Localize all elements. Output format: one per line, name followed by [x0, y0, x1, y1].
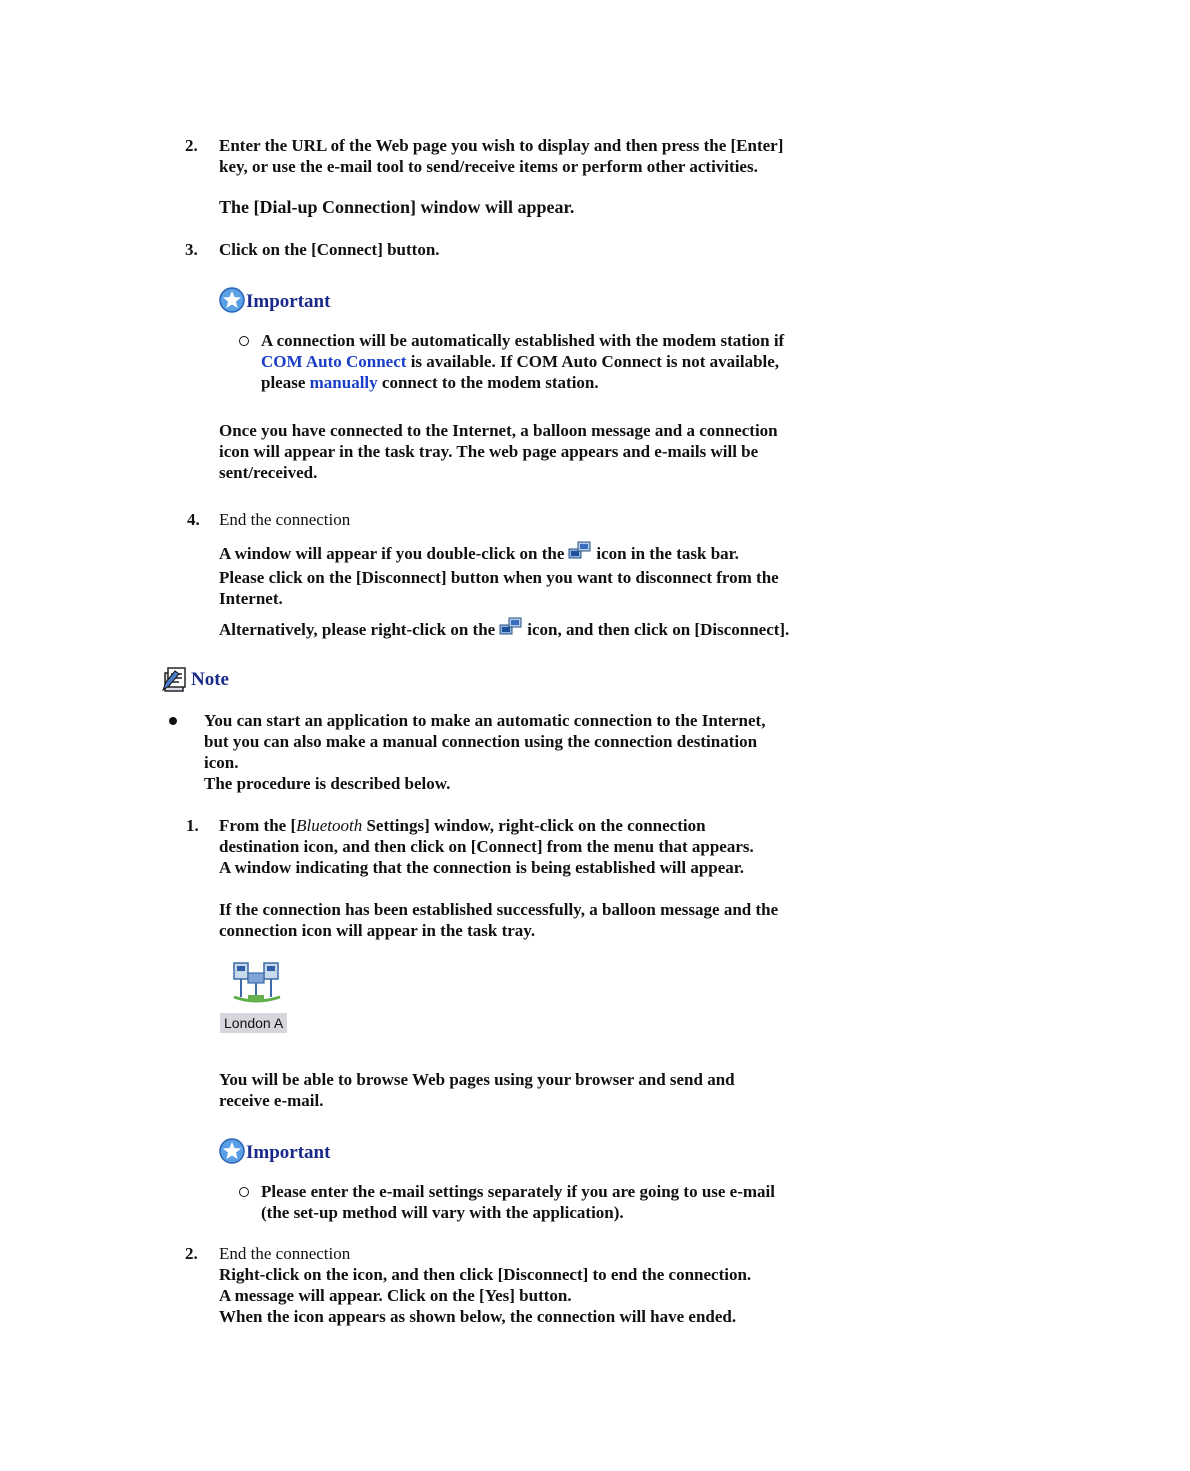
step-text-line: Right-click on the icon, and then click [Disconnect] to end the connection. [219, 1265, 752, 1284]
icon-label: London A [220, 1013, 287, 1033]
bullet-icon [169, 717, 177, 725]
network-connection-icon [568, 540, 592, 567]
step-number: 1. [186, 816, 199, 835]
step-number: 4. [187, 510, 200, 529]
step-text-line: When the icon appears as shown below, the connection will have ended. [219, 1307, 737, 1326]
note-heading: Note [191, 669, 229, 690]
important-text [261, 1181, 775, 1223]
step-text-line: receive e-mail. [219, 1091, 324, 1110]
important-text [261, 330, 784, 393]
step-text-line: destination icon, and then click on [Connect] from the menu that appears. [219, 837, 754, 856]
circle-bullet-icon [239, 336, 249, 346]
important-star-icon [219, 287, 245, 318]
paragraph-line: icon will appear in the task tray. The web page appears and e-mails will be [219, 442, 759, 461]
connected-paragraph [219, 420, 778, 483]
step-text-line: A window indicating that the connection is being established will appear. [219, 858, 745, 877]
manually-link[interactable]: manually [309, 373, 378, 392]
step-text-line: A message will appear. Click on the [Yes] button. [219, 1286, 572, 1305]
important-text-line: (the set-up method will vary with the application). [261, 1203, 624, 1222]
important-text-line: COM Auto Connect is available. If COM Auto Connect is not available, [261, 352, 780, 371]
step-text: Click on the [Connect] button. [219, 240, 440, 259]
step-text-line: From the [Bluetooth Settings] window, right-click on the connection [219, 816, 706, 835]
note-text [204, 710, 765, 794]
note-text-line: icon. [204, 753, 239, 772]
step-text-line: Enter the URL of the Web page you wish to display and then press the [Enter] [219, 136, 784, 155]
important-text-line: Please enter the e-mail settings separately if you are going to use e-mail [261, 1182, 775, 1201]
paragraph-line: Once you have connected to the Internet, a balloon message and a connection [219, 421, 778, 440]
step-title: End the connection [219, 1244, 351, 1263]
important-text-line: please manually connect to the modem station. [261, 373, 599, 392]
step-text-line: You will be able to browse Web pages using your browser and send and [219, 1070, 735, 1089]
note-pencil-icon [161, 664, 191, 699]
step-text: Alternatively, please right-click on the icon, and then click on [Disconnect]. [219, 616, 789, 643]
step-text-line: If the connection has been established successfully, a balloon message and the [219, 900, 779, 919]
step-number: 2. [185, 136, 198, 155]
step-text [219, 540, 779, 609]
step-text-line: key, or use the e-mail tool to send/receive items or perform other activities. [219, 157, 758, 176]
important-star-icon [219, 1138, 245, 1169]
note-text-line: The procedure is described below. [204, 774, 451, 793]
step-text-line: A window will appear if you double-click on the icon in the task bar. [219, 540, 779, 567]
network-connection-icon [499, 616, 523, 643]
important-text-line: A connection will be automatically established with the modem station if [261, 331, 785, 350]
paragraph-line: sent/received. [219, 463, 318, 482]
step-number: 2. [185, 1244, 198, 1263]
step-result: The [Dial-up Connection] window will appear. [219, 197, 575, 217]
step-text [219, 899, 778, 941]
step-text [219, 815, 754, 878]
important-heading: Important [246, 1142, 331, 1163]
note-text-line: You can start an application to make an automatic connection to the Internet, [204, 711, 766, 730]
step-title: End the connection [219, 510, 351, 529]
connection-destination-icon[interactable] [220, 959, 298, 1037]
step-text-line: Internet. [219, 589, 283, 608]
step-text [219, 135, 783, 177]
step-text-line: Please click on the [Disconnect] button when you want to disconnect from the [219, 568, 779, 587]
step-number: 3. [185, 240, 198, 259]
com-auto-connect-link[interactable]: COM Auto Connect [261, 352, 407, 371]
circle-bullet-icon [239, 1187, 249, 1197]
important-heading: Important [246, 291, 331, 312]
step-text [219, 1243, 751, 1327]
step-text-line: connection icon will appear in the task tray. [219, 921, 536, 940]
step-text [219, 1069, 735, 1111]
note-text-line: but you can also make a manual connection using the connection destination [204, 732, 758, 751]
